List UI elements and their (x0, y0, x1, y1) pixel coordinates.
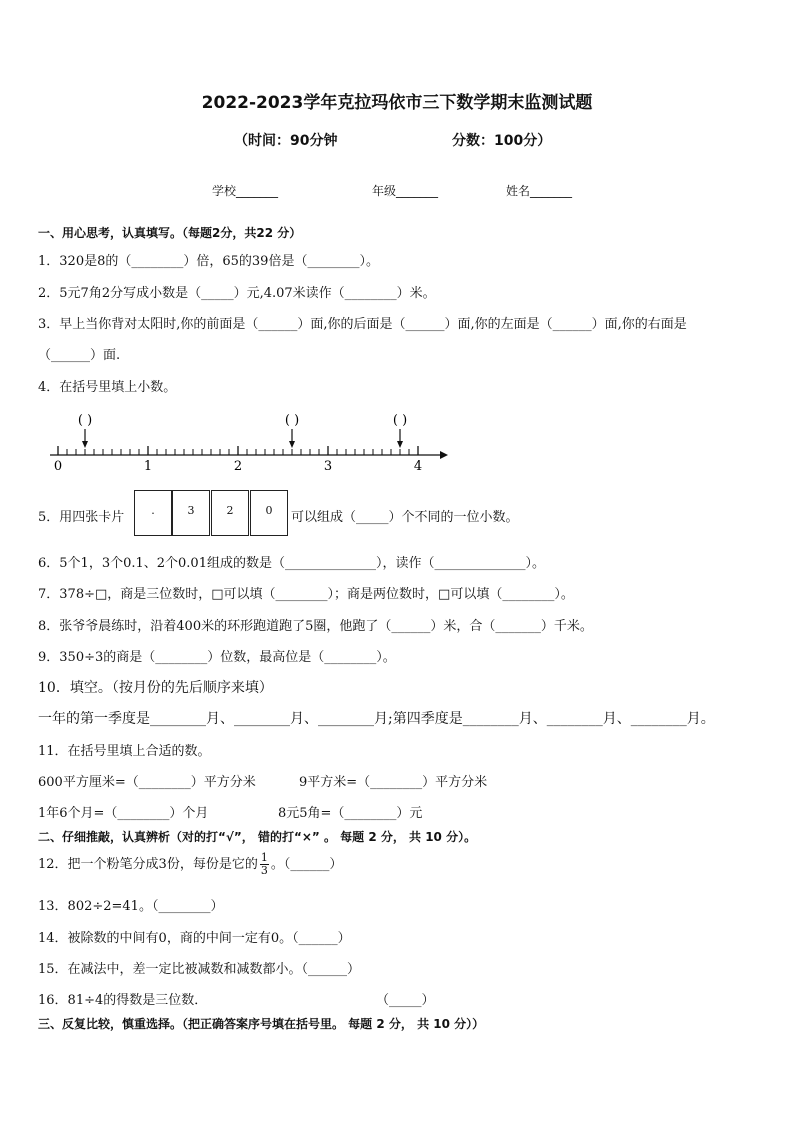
exam-time: （时间：90分钟 (234, 133, 338, 149)
answer-blank-2: ( ) (284, 413, 300, 428)
question-12 (38, 852, 342, 878)
question-11-a1: 600平方厘米=（________）平方分米 (38, 775, 256, 790)
question-3-line1: 3．早上当你背对太阳时,你的前面是（______）面,你的后面是（______）面,你的左面是（______）面,你的右面是 (38, 317, 687, 332)
grade-field: 年级_______ (372, 184, 439, 198)
name-field: 姓名_______ (506, 184, 573, 198)
question-11-b1: 1年6个月=（________）个月 (38, 806, 209, 821)
arrow-head-2 (289, 441, 295, 448)
question-12-suffix: 。（______） (270, 857, 343, 872)
tick-label-4: 4 (413, 459, 423, 474)
card-2: 2 (211, 490, 249, 536)
exam-score: 分数：100分） (452, 133, 552, 149)
question-6: 6．5个1，3个0.1、2个0.01组成的数是（______________），读作（______________）。 (38, 556, 545, 571)
question-2: 2．5元7角2分写成小数是（_____）元,4.07米读作（________）米。 (38, 286, 436, 301)
question-3-line2: （______）面. (38, 348, 121, 363)
arrow-head-1 (82, 441, 88, 448)
section2-heading: 二、仔细推敲，认真辨析（对的打“√”， 错的打“×” 。 每题 2 分， 共 10 分）。 (38, 830, 477, 844)
question-5-prefix: 5．用四张卡片 (38, 510, 125, 525)
card-0: 0 (250, 490, 288, 536)
section3-heading: 三、反复比较，慎重选择。（把正确答案序号填在括号里。 每题 2 分， 共 10 分）） (38, 1017, 485, 1031)
question-7: 7．378÷□，商是三位数时，□可以填（________）；商是两位数时，□可以填（________）。 (38, 587, 574, 602)
answer-blank-3: ( ) (392, 413, 408, 428)
tick-label-3: 3 (323, 459, 333, 474)
question-9: 9．350÷3的商是（________）位数，最高位是（________）。 (38, 650, 396, 665)
question-1: 1．320是8的（________）倍，65的39倍是（________）。 (38, 254, 379, 269)
question-8: 8．张爷爷晨练时，沿着400米的环形跑道跑了5圈，他跑了（______）米，合（_______）千米。 (38, 619, 593, 634)
number-line-arrowhead (440, 451, 448, 459)
tick-label-0: 0 (53, 459, 63, 474)
arrow-head-3 (397, 441, 403, 448)
tick-label-2: 2 (233, 459, 243, 474)
question-16-blank: （_____） (376, 993, 435, 1008)
section1-heading: 一、用心思考，认真填写。（每题2分，共22 分） (38, 226, 302, 240)
answer-blank-1: ( ) (77, 413, 93, 428)
question-10-line: 一年的第一季度是________月、________月、________月;第四季度是________月、________月、________月。 (38, 711, 715, 727)
question-12-prefix: 12．把一个粉笔分成3份，每份是它的 (38, 857, 258, 872)
question-13: 13．802÷2=41。（________） (38, 899, 224, 914)
card-dot: . (134, 490, 172, 536)
question-5-suffix: 可以组成（_____）个不同的一位小数。 (291, 510, 519, 525)
question-15: 15．在减法中，差一定比被减数和减数都小。（______） (38, 962, 361, 977)
question-11-b2: 8元5角=（________）元 (278, 806, 423, 821)
tick-label-1: 1 (143, 459, 153, 474)
question-11-a2: 9平方米=（________）平方分米 (299, 775, 488, 790)
card-3: 3 (172, 490, 210, 536)
question-16: 16．81÷4的得数是三位数． (38, 993, 208, 1008)
fraction-numerator: 1 (260, 851, 268, 864)
question-14: 14．被除数的中间有0，商的中间一定有0。（______） (38, 931, 351, 946)
school-field: 学校_______ (212, 184, 279, 198)
question-10: 10．填空。（按月份的先后顺序来填） (38, 680, 273, 696)
number-line (40, 405, 460, 475)
page-title: 2022-2023学年克拉玛依市三下数学期末监测试题 (201, 93, 593, 113)
fraction-denominator: 3 (260, 864, 268, 877)
fraction-one-third (260, 852, 269, 877)
question-11: 11．在括号里填上合适的数。 (38, 744, 211, 759)
question-4: 4．在括号里填上小数。 (38, 380, 177, 395)
